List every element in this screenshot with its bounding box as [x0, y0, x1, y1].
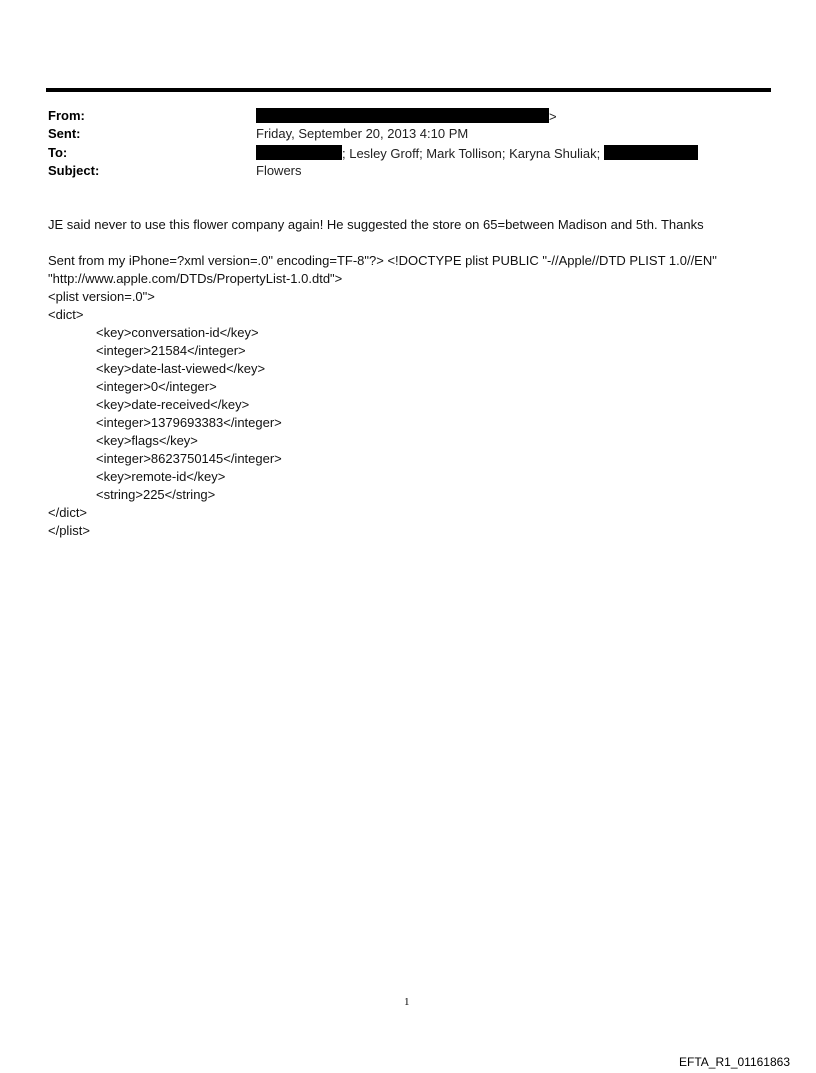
dict-line: <key>remote-id</key> — [96, 469, 226, 484]
dict-line: <key>conversation-id</key> — [96, 325, 259, 340]
redaction-bar — [604, 145, 698, 160]
dict-line: <key>date-received</key> — [96, 397, 250, 412]
subject-label: Subject: — [48, 163, 100, 178]
redaction-bar — [256, 145, 342, 160]
dict-line: <key>flags</key> — [96, 433, 198, 448]
from-suffix: > — [549, 109, 557, 124]
redaction-bar — [256, 108, 549, 123]
subject-value: Flowers — [256, 163, 302, 178]
dict-close: </dict> — [48, 505, 88, 520]
dict-line: <integer>8623750145</integer> — [96, 451, 282, 466]
signature-line: "http://www.apple.com/DTDs/PropertyList-1.0.dtd"> — [48, 271, 343, 286]
sent-value: Friday, September 20, 2013 4:10 PM — [256, 126, 469, 141]
dict-line: <string>225</string> — [96, 487, 216, 502]
to-value — [256, 145, 698, 161]
to-recipients: ; Lesley Groff; Mark Tollison; Karyna Shuliak; — [342, 146, 601, 161]
dict-line: <integer>21584</integer> — [96, 343, 246, 358]
page-number: 1 — [404, 996, 410, 1008]
signature-line: Sent from my iPhone=?xml version=.0" encoding=TF-8"?> <!DOCTYPE plist PUBLIC "-//Apple//DTD PLIST 1.0//EN" — [48, 253, 717, 268]
from-label: From: — [48, 108, 85, 123]
sent-label: Sent: — [48, 126, 81, 141]
from-value — [256, 108, 557, 124]
bates-number: EFTA_R1_01161863 — [679, 1055, 790, 1069]
plist-open: <plist version=.0"> — [48, 289, 155, 304]
plist-close: </plist> — [48, 523, 90, 538]
dict-line: <integer>0</integer> — [96, 379, 217, 394]
dict-line: <integer>1379693383</integer> — [96, 415, 282, 430]
dict-line: <key>date-last-viewed</key> — [96, 361, 266, 376]
message-text: JE said never to use this flower company again! He suggested the store on 65=between Madison and 5th. Thanks — [48, 217, 704, 232]
dict-open: <dict> — [48, 307, 84, 322]
header-rule — [46, 88, 771, 92]
to-label: To: — [48, 145, 68, 160]
